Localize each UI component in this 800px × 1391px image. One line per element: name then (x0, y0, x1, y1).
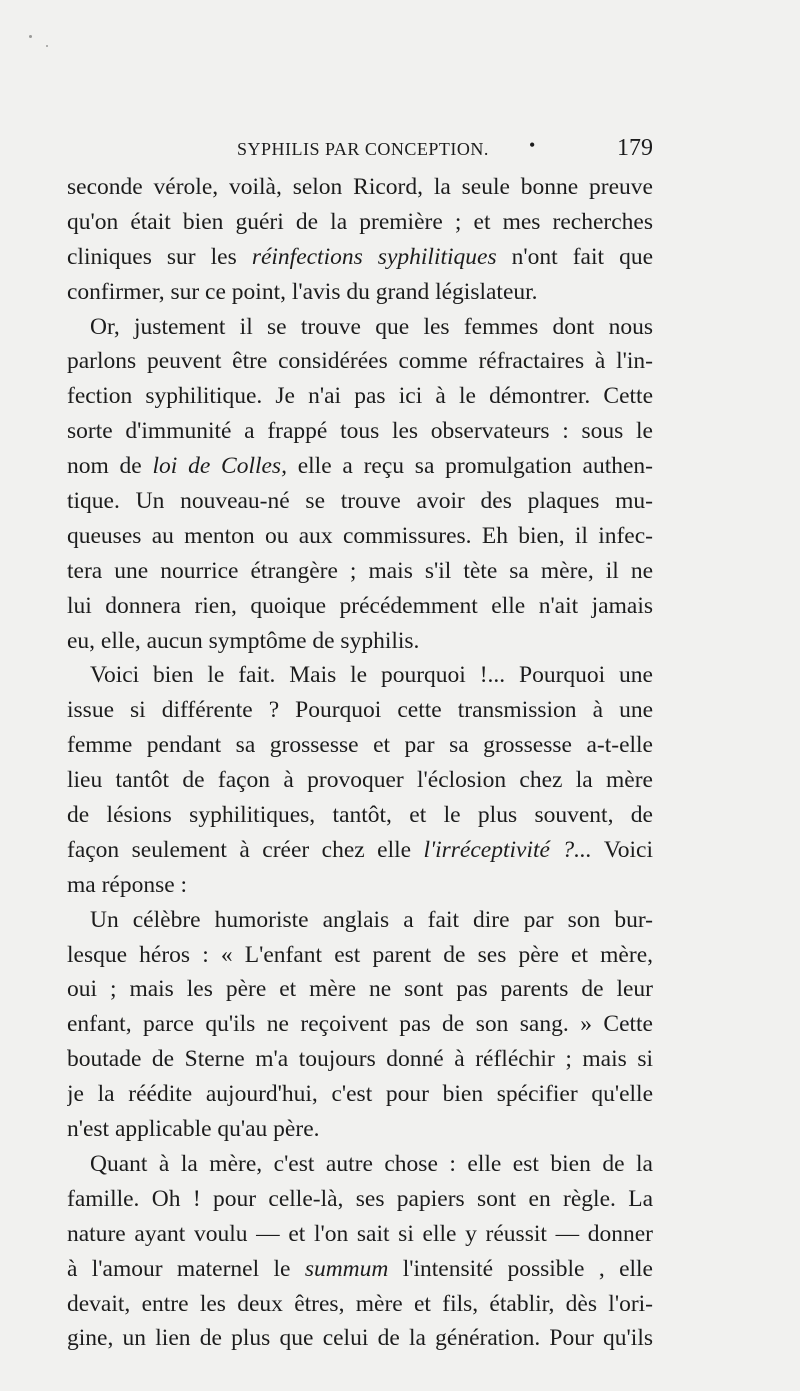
text-line-13: lui donnera rien, quoique précédemment elle n'ait jamais (67, 592, 653, 619)
text-line-5: Or, justement il se trouve que les femmes dont nous (90, 313, 653, 340)
text-line-22: Un célèbre humoriste anglais a fait dire par son bur- (90, 906, 653, 933)
text-line-33: devait, entre les deux êtres, mère et fils, établir, dès l'ori- (67, 1290, 653, 1317)
text-line-34: gine, un lien de plus que celui de la génération. Pour qu'ils (67, 1325, 653, 1352)
italic-term-irreceptivite: l'irréceptivité ?... (423, 836, 592, 863)
text-line-32-pre: à l'amour maternel le (67, 1255, 305, 1282)
text-line-9-pre: nom de (67, 453, 153, 480)
paper-speck (29, 35, 32, 38)
text-line-3-post: n'ont fait que (496, 243, 653, 270)
text-line-32-post: l'intensité possible , elle (388, 1255, 653, 1282)
text-line-2: qu'on était bien guéri de la première ; et mes recherches (67, 208, 653, 235)
text-line-21: ma réponse : (67, 871, 188, 898)
text-line-23: lesque héros : « L'enfant est parent de ses père et mère, (67, 941, 653, 968)
text-line-12: tera une nourrice étrangère ; mais s'il tète sa mère, il ne (67, 557, 653, 584)
italic-term-loi-de-colles: loi de Colles, (152, 453, 287, 480)
text-line-6: parlons peuvent être considérées comme réfractaires à l'in- (67, 348, 653, 375)
text-line-25: enfant, parce qu'ils ne reçoivent pas de son sang. » Cette (67, 1011, 653, 1038)
text-line-1: seconde vérole, voilà, selon Ricord, la seule bonne preuve (67, 174, 653, 200)
running-title: SYPHILIS PAR CONCEPTION. (237, 139, 489, 159)
text-line-30: famille. Oh ! pour celle-là, ses papiers sont en règle. La (67, 1185, 653, 1212)
text-line-32 (67, 1252, 653, 1287)
text-line-28: n'est applicable qu'au père. (67, 1116, 320, 1143)
text-line-4: confirmer, sur ce point, l'avis du grand législateur. (67, 278, 538, 305)
text-line-29: Quant à la mère, c'est autre chose : elle est bien de la (90, 1150, 653, 1177)
italic-term-summum: summum (304, 1255, 389, 1282)
text-line-10: tique. Un nouveau-né se trouve avoir des plaques mu- (67, 488, 653, 515)
text-line-17: femme pendant sa grossesse et par sa grossesse a-t-elle (67, 732, 653, 759)
text-line-14: eu, elle, aucun symptôme de syphilis. (67, 627, 420, 654)
text-line-3 (67, 240, 653, 275)
text-line-11: queuses au menton ou aux commissures. Eh bien, il infec- (67, 522, 653, 549)
text-line-27: je la réédite aujourd'hui, c'est pour bien spécifier qu'elle (67, 1081, 653, 1108)
text-line-24: oui ; mais les père et mère ne sont pas parents de leur (67, 976, 653, 1003)
text-line-20-post: Voici (591, 836, 653, 863)
text-line-15: Voici bien le fait. Mais le pourquoi !... Pourquoi une (90, 662, 653, 689)
text-line-18: lieu tantôt de façon à provoquer l'éclosion chez la mère (67, 767, 653, 794)
text-line-8: sorte d'immunité a frappé tous les observateurs : sous le (67, 418, 653, 445)
page-number: 179 (617, 135, 653, 161)
italic-term-reinfections: réinfections syphilitiques (251, 243, 497, 270)
text-line-3-pre: cliniques sur les (67, 243, 252, 270)
header-dot: • (529, 135, 536, 155)
text-line-31: nature ayant voulu — et l'on sait si elle y réussit — donner (67, 1220, 653, 1247)
text-line-26: boutade de Sterne m'a toujours donné à réfléchir ; mais si (67, 1046, 653, 1073)
text-line-16: issue si différente ? Pourquoi cette transmission à une (67, 697, 653, 724)
body-text (67, 170, 653, 1356)
text-line-7: fection syphilitique. Je n'ai pas ici à le démontrer. Cette (67, 383, 653, 410)
text-line-20-pre: façon seulement à créer chez elle (67, 836, 424, 863)
text-line-19: de lésions syphilitiques, tantôt, et le plus souvent, de (67, 802, 653, 829)
text-line-9 (67, 449, 653, 484)
text-line-20 (67, 833, 653, 868)
page-header (237, 135, 657, 165)
paper-speck (46, 45, 48, 47)
text-line-9-post: elle a reçu sa promulgation authen- (286, 453, 653, 480)
